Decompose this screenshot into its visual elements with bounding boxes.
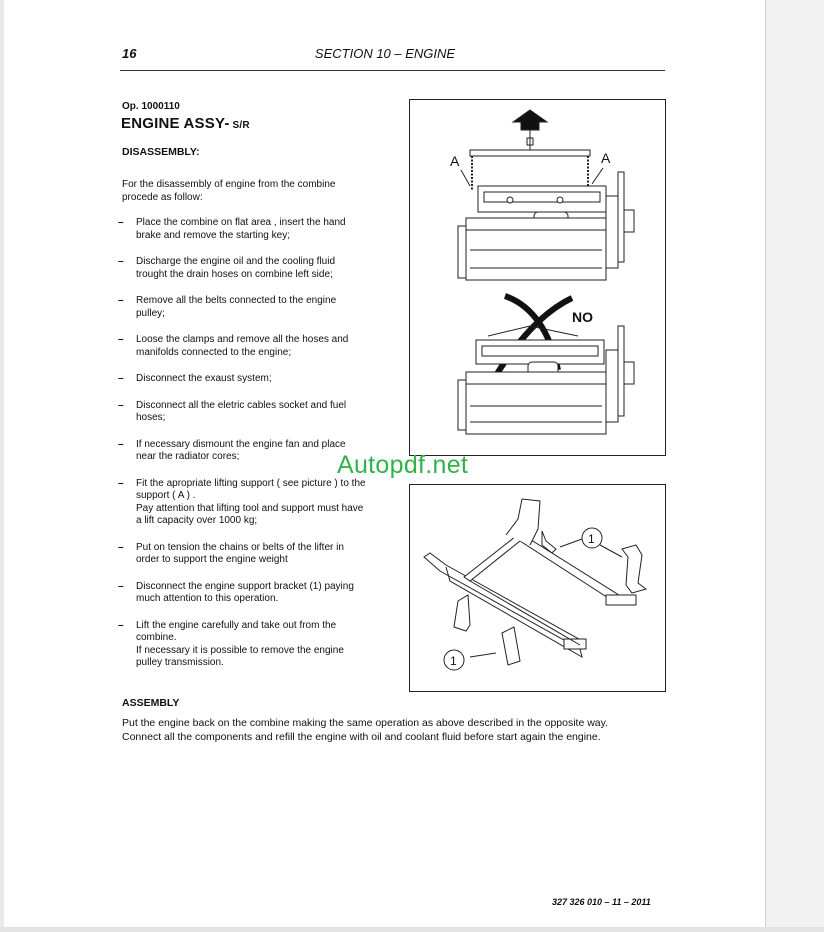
disassembly-heading: DISASSEMBLY: — [122, 146, 200, 158]
step-dash: – — [118, 438, 124, 450]
page-edge — [0, 0, 4, 932]
engine-lifting-figure — [409, 99, 666, 456]
step-line: Put on tension the chains or belts of the lifter in — [136, 541, 344, 553]
step-line: brake and remove the starting key; — [136, 229, 290, 241]
step-dash: – — [118, 334, 124, 345]
operation-number: Op. 1000110 — [122, 101, 180, 112]
label-no: NO — [572, 309, 593, 325]
lift-arrow-icon — [513, 110, 547, 130]
step-line: Place the combine on flat area , insert the hand — [136, 217, 346, 228]
step-line: a lift capacity over 1000 kg; — [136, 515, 258, 526]
step-dash: – — [118, 373, 124, 384]
step-line: If necessary it is possible to remove the engine — [136, 644, 344, 656]
engine-lifting-illustration — [410, 100, 665, 455]
step-item — [118, 478, 380, 528]
step-line: Lift the engine carefully and take out from the — [136, 619, 337, 631]
step-line: pulley transmission. — [136, 657, 224, 668]
engine-bracket-figure — [409, 484, 666, 692]
viewer-bottom-gutter — [0, 927, 824, 932]
step-item — [118, 373, 380, 386]
intro-line: procede as follow: — [122, 192, 203, 203]
step-dash: – — [118, 477, 124, 489]
step-line: pulley; — [136, 307, 165, 319]
label-a-left: A — [450, 153, 460, 169]
step-dash: – — [118, 541, 124, 553]
step-item — [118, 256, 380, 281]
step-line: Remove all the belts connected to the engine — [136, 295, 337, 306]
header-rule — [120, 70, 665, 71]
step-dash: – — [118, 295, 124, 306]
step-dash: – — [118, 217, 124, 228]
step-item — [118, 400, 380, 425]
step-item — [118, 620, 380, 670]
viewer-right-gutter — [765, 0, 824, 932]
intro-paragraph — [122, 178, 378, 204]
intro-line: For the disassembly of engine from the combine — [122, 179, 336, 190]
lifting-beam — [470, 150, 590, 156]
step-line: Disconnect all the eletric cables socket and fuel — [136, 399, 347, 411]
engine-block-correct — [458, 172, 634, 280]
step-line: Fit the apropriate lifting support ( see picture ) to the — [136, 477, 366, 489]
step-item — [118, 334, 380, 359]
engine-bracket-illustration — [410, 485, 665, 691]
watermark-text: Autopdf.net — [337, 451, 469, 479]
step-dash: – — [118, 580, 124, 592]
step-line: near the radiator cores; — [136, 451, 240, 462]
step-line: Disconnect the engine support bracket (1) paying — [136, 580, 354, 592]
step-line: Pay attention that lifting tool and support must have — [136, 502, 364, 514]
section-title: SECTION 10 – ENGINE — [314, 46, 456, 61]
step-item — [118, 217, 380, 242]
disassembly-steps — [118, 217, 380, 670]
procedure-title-suffix: S/R — [229, 120, 250, 131]
support-bracket — [502, 627, 520, 665]
assembly-paragraph — [122, 717, 662, 744]
step-item — [118, 581, 380, 606]
callout-label-bottom: 1 — [450, 654, 457, 668]
step-item — [118, 542, 380, 567]
procedure-title-text: ENGINE ASSY- — [121, 115, 230, 132]
support-bracket — [454, 595, 470, 631]
step-line: Discharge the engine oil and the cooling fluid — [136, 256, 336, 267]
procedure-title — [121, 115, 250, 132]
step-item — [118, 295, 380, 320]
label-a-right: A — [601, 150, 611, 166]
engine-block-wrong — [458, 326, 634, 434]
step-line: combine. — [136, 632, 177, 643]
callout-label-top: 1 — [588, 532, 595, 546]
step-line: hoses; — [136, 412, 166, 423]
step-line: much attention to this operation. — [136, 593, 279, 604]
step-line: Disconnect the exaust system; — [136, 373, 272, 384]
assembly-line: Connect all the components and refill the engine with oil and coolant fluid before start again the engine. — [122, 730, 601, 743]
step-line: trought the drain hoses on combine left side; — [136, 268, 333, 280]
step-line: manifolds connected to the engine; — [136, 346, 292, 358]
step-line: support ( A ) . — [136, 490, 196, 501]
step-line: order to support the engine weight — [136, 554, 288, 565]
document-code: 327 326 010 – 11 – 2011 — [552, 897, 651, 907]
assembly-line: Put the engine back on the combine making the same operation as above described in the opposite way. — [122, 717, 609, 729]
step-dash: – — [118, 256, 124, 267]
page-number: 16 — [122, 46, 137, 61]
support-bracket — [622, 545, 646, 593]
step-dash: – — [118, 619, 124, 631]
engine-frame — [424, 499, 636, 657]
assembly-heading: ASSEMBLY — [122, 697, 180, 709]
step-line: If necessary dismount the engine fan and place — [136, 438, 346, 450]
step-dash: – — [118, 399, 124, 411]
step-line: Loose the clamps and remove all the hoses and — [136, 334, 349, 345]
